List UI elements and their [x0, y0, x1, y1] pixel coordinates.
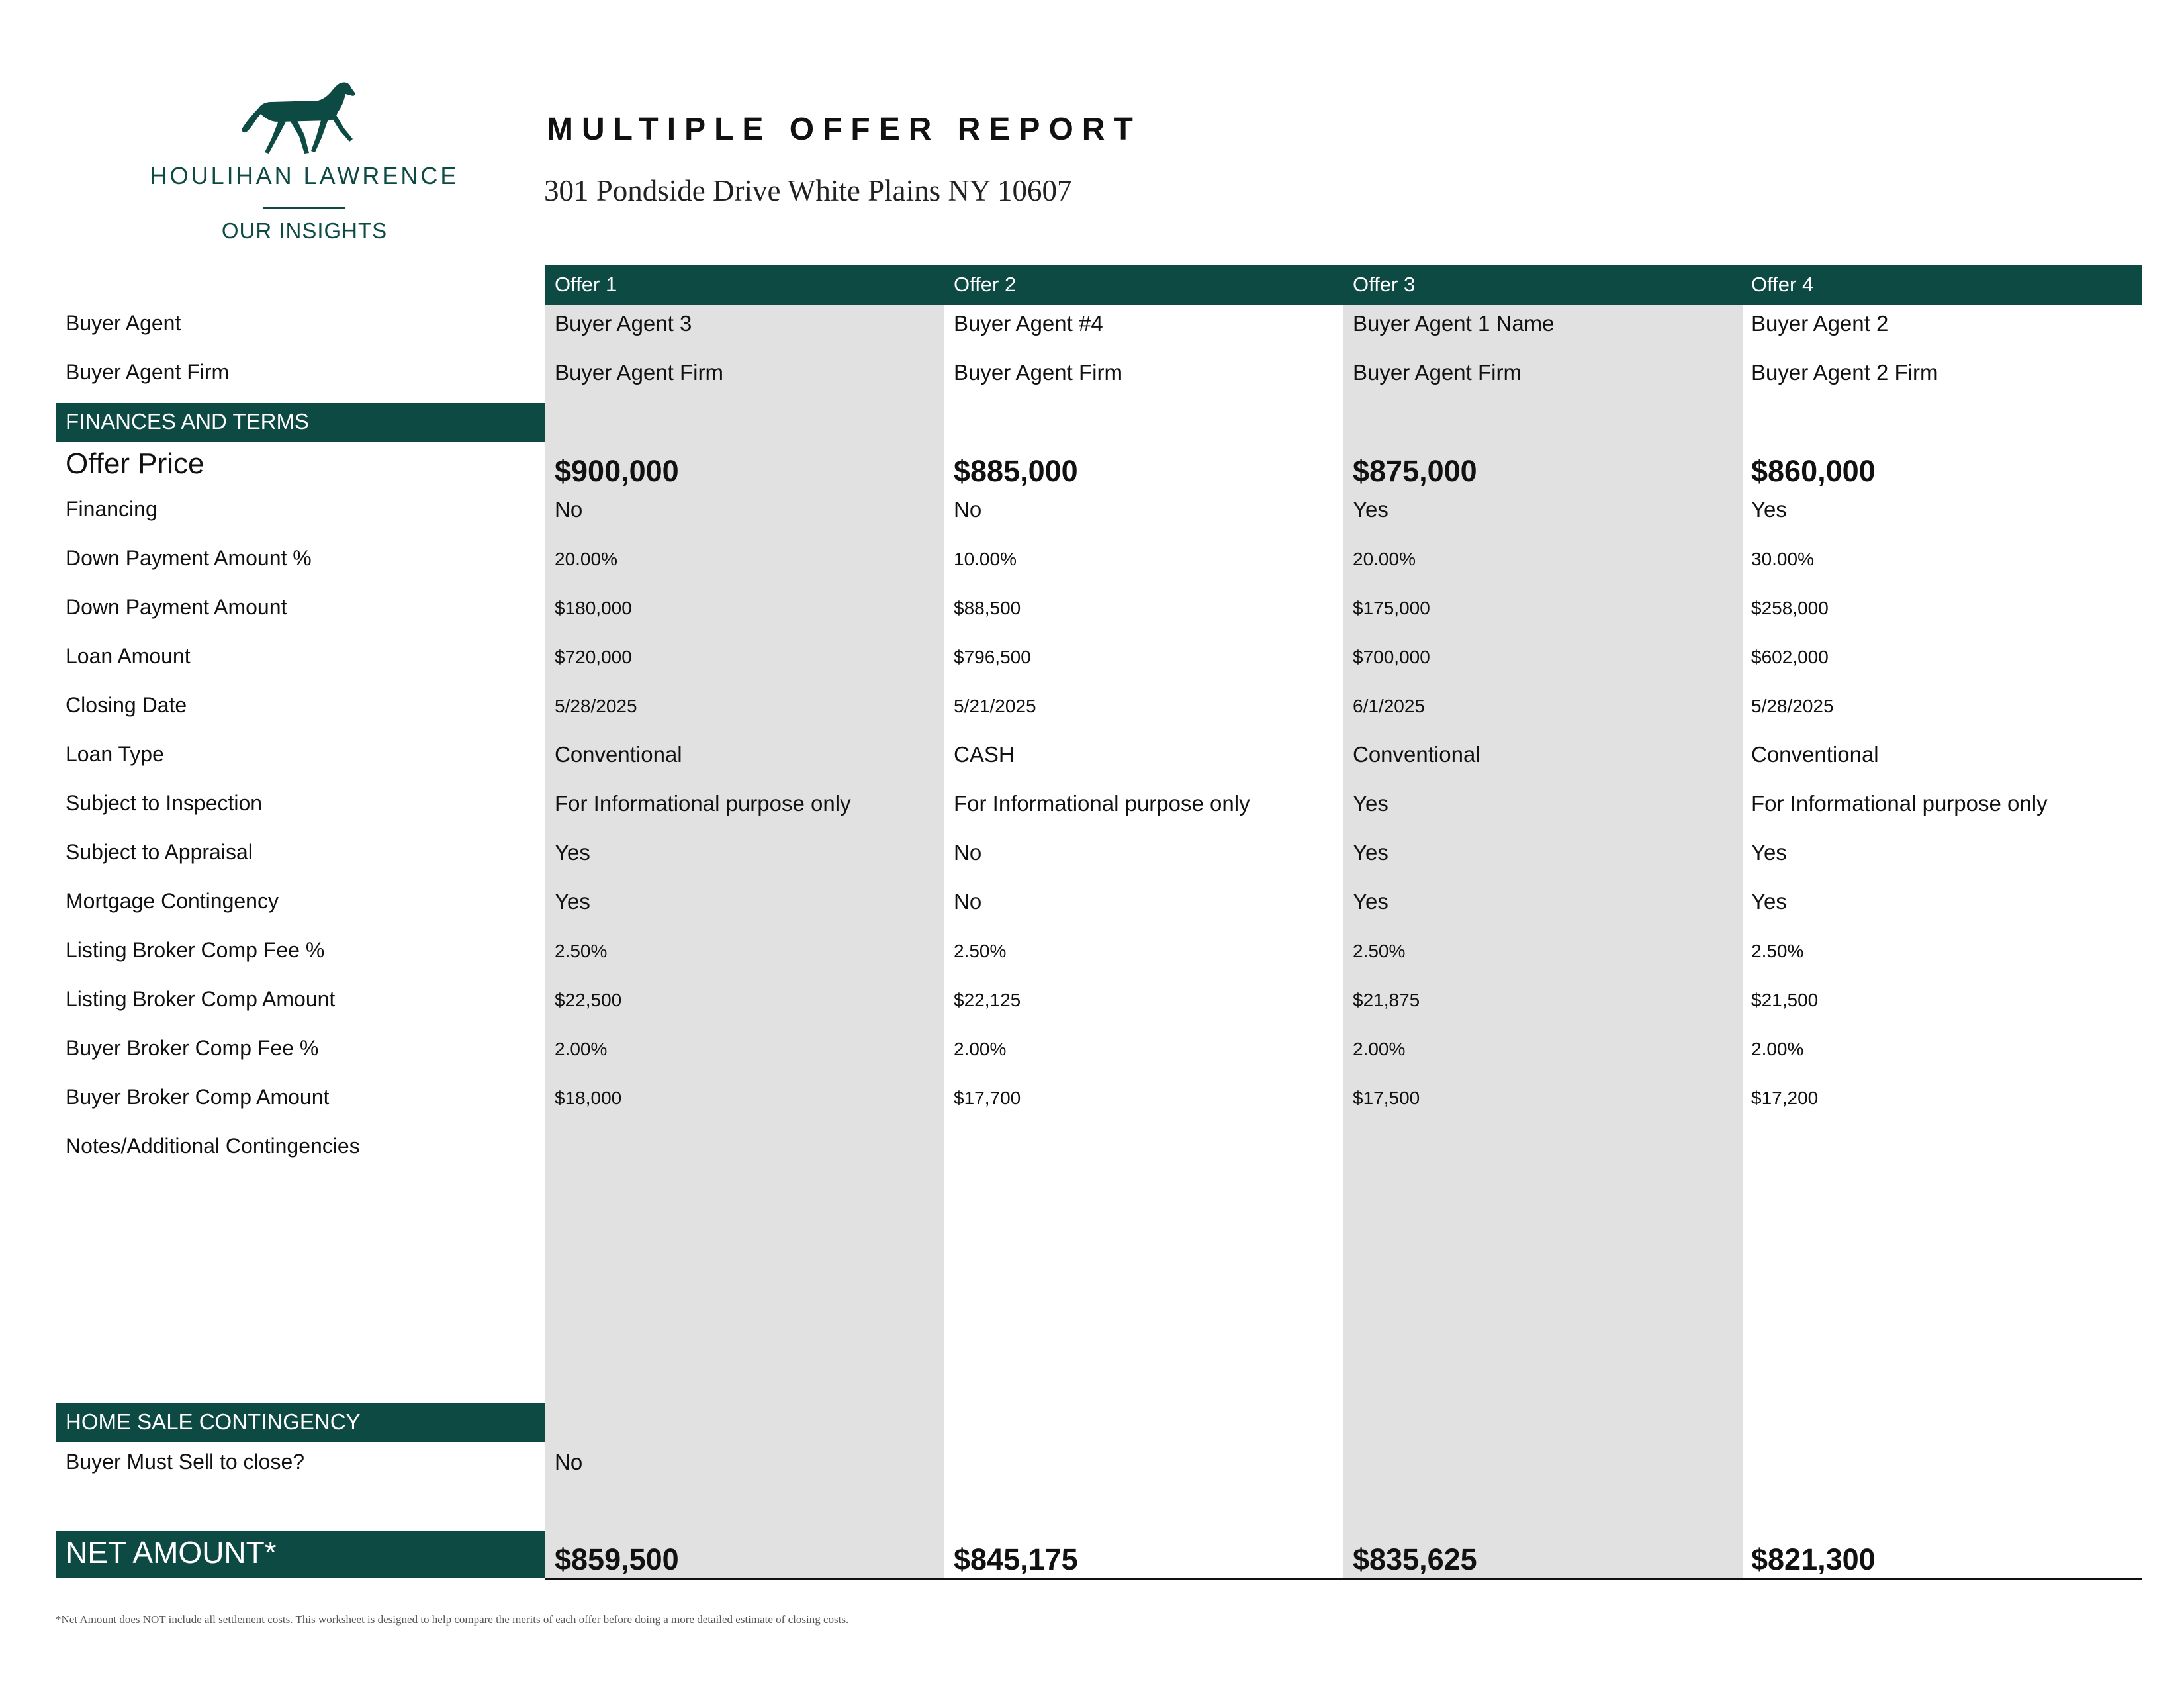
page-title: MULTIPLE OFFER REPORT — [547, 112, 1142, 147]
bottom-rule — [545, 1578, 2142, 1580]
label-subject-to-inspection: Subject to Inspection — [66, 791, 263, 815]
offer3-down-pct: 20.00% — [1353, 549, 1416, 569]
label-offer-price: Offer Price — [66, 447, 205, 480]
offer3-lb-fee: 2.50% — [1353, 941, 1406, 961]
label-buyer-broker-fee: Buyer Broker Comp Fee % — [66, 1036, 319, 1060]
offer2-bb-amt: $17,700 — [954, 1088, 1021, 1108]
offer3-firm: Buyer Agent Firm — [1353, 360, 1522, 385]
offer2-net: $845,175 — [954, 1542, 1078, 1576]
offer4-net: $821,300 — [1751, 1542, 1876, 1576]
offer1-net: $859,500 — [555, 1542, 679, 1576]
label-buyer-must-sell: Buyer Must Sell to close? — [66, 1450, 305, 1474]
offer1-closing: 5/28/2025 — [555, 696, 637, 716]
offer4-bb-amt: $17,200 — [1751, 1088, 1819, 1108]
offer1-bb-fee: 2.00% — [555, 1039, 608, 1059]
offer1-price: $900,000 — [555, 454, 679, 488]
offer2-loan-type: CASH — [954, 742, 1015, 767]
offer1-mortgage: Yes — [555, 889, 590, 914]
offer1-header: Offer 1 — [555, 273, 617, 296]
offer1-agent: Buyer Agent 3 — [555, 311, 692, 336]
offer1-must-sell: No — [555, 1450, 583, 1474]
logo — [146, 73, 463, 252]
offer4-lb-fee: 2.50% — [1751, 941, 1804, 961]
offer2-appraisal: No — [954, 840, 982, 865]
offer3-mortgage: Yes — [1353, 889, 1388, 914]
offer2-price: $885,000 — [954, 454, 1078, 488]
label-subject-to-appraisal: Subject to Appraisal — [66, 840, 253, 864]
property-address: 301 Pondside Drive White Plains NY 10607 — [544, 174, 1072, 207]
offer3-loan-type: Conventional — [1353, 742, 1480, 767]
offer3-net: $835,625 — [1353, 1542, 1477, 1576]
offer1-firm: Buyer Agent Firm — [555, 360, 723, 385]
label-buyer-broker-amount: Buyer Broker Comp Amount — [66, 1085, 330, 1109]
offer3-agent: Buyer Agent 1 Name — [1353, 311, 1555, 336]
offer1-down-pct: 20.00% — [555, 549, 617, 569]
offer1-appraisal: Yes — [555, 840, 590, 865]
offer2-lb-amt: $22,125 — [954, 990, 1021, 1010]
offer-header-bar — [545, 265, 2142, 305]
label-notes: Notes/Additional Contingencies — [66, 1134, 360, 1158]
horse-icon — [238, 78, 364, 161]
offer4-agent: Buyer Agent 2 — [1751, 311, 1889, 336]
label-listing-broker-amount: Listing Broker Comp Amount — [66, 987, 336, 1011]
offer1-lb-fee: 2.50% — [555, 941, 608, 961]
offer4-financing: Yes — [1751, 497, 1787, 522]
offer4-price: $860,000 — [1751, 454, 1876, 488]
offer3-price: $875,000 — [1353, 454, 1477, 488]
offer2-bb-fee: 2.00% — [954, 1039, 1007, 1059]
offer2-inspection: For Informational purpose only — [954, 791, 1250, 816]
offer3-bb-amt: $17,500 — [1353, 1088, 1420, 1108]
offer1-bb-amt: $18,000 — [555, 1088, 622, 1108]
offer2-loan-amt: $796,500 — [954, 647, 1031, 667]
finances-section-title: FINANCES AND TERMS — [66, 409, 309, 434]
footnote: *Net Amount does NOT include all settlement costs. This worksheet is designed to help compare the merits of each offer before doing a more detailed estimate of closing costs. — [56, 1613, 849, 1626]
offer2-agent: Buyer Agent #4 — [954, 311, 1103, 336]
offer2-down-amt: $88,500 — [954, 598, 1021, 618]
label-buyer-agent: Buyer Agent — [66, 311, 181, 335]
offer4-closing: 5/28/2025 — [1751, 696, 1834, 716]
offer4-firm: Buyer Agent 2 Firm — [1751, 360, 1938, 385]
offer3-lb-amt: $21,875 — [1353, 990, 1420, 1010]
label-loan-type: Loan Type — [66, 742, 164, 766]
offer4-loan-amt: $602,000 — [1751, 647, 1829, 667]
offer2-lb-fee: 2.50% — [954, 941, 1007, 961]
brand-name: HOULIHAN LAWRENCE — [150, 162, 459, 189]
label-down-payment-amount: Down Payment Amount — [66, 595, 287, 619]
label-financing: Financing — [66, 497, 158, 521]
offer2-header: Offer 2 — [954, 273, 1017, 296]
offer3-header: Offer 3 — [1353, 273, 1416, 296]
offer4-mortgage: Yes — [1751, 889, 1787, 914]
offer1-inspection: For Informational purpose only — [555, 791, 851, 816]
offer1-down-amt: $180,000 — [555, 598, 632, 618]
offer4-down-amt: $258,000 — [1751, 598, 1829, 618]
logo-divider — [263, 207, 345, 209]
offer1-loan-amt: $720,000 — [555, 647, 632, 667]
offer1-loan-type: Conventional — [555, 742, 682, 767]
offer3-inspection: Yes — [1353, 791, 1388, 816]
offer3-bb-fee: 2.00% — [1353, 1039, 1406, 1059]
offer4-inspection: For Informational purpose only — [1751, 791, 2048, 816]
label-down-payment-pct: Down Payment Amount % — [66, 546, 312, 570]
home-sale-section-title: HOME SALE CONTINGENCY — [66, 1409, 361, 1434]
label-buyer-agent-firm: Buyer Agent Firm — [66, 360, 230, 384]
offer3-down-amt: $175,000 — [1353, 598, 1430, 618]
offer4-header: Offer 4 — [1751, 273, 1814, 296]
offer3-financing: Yes — [1353, 497, 1388, 522]
offer2-closing: 5/21/2025 — [954, 696, 1036, 716]
offer2-firm: Buyer Agent Firm — [954, 360, 1122, 385]
offer4-loan-type: Conventional — [1751, 742, 1879, 767]
offer4-lb-amt: $21,500 — [1751, 990, 1819, 1010]
offer2-down-pct: 10.00% — [954, 549, 1017, 569]
offer3-loan-amt: $700,000 — [1353, 647, 1430, 667]
net-amount-label: NET AMOUNT* — [66, 1535, 277, 1570]
label-listing-broker-fee: Listing Broker Comp Fee % — [66, 938, 325, 962]
offer1-lb-amt: $22,500 — [555, 990, 622, 1010]
offer2-mortgage: No — [954, 889, 982, 914]
offer4-down-pct: 30.00% — [1751, 549, 1814, 569]
offer3-appraisal: Yes — [1353, 840, 1388, 865]
offer4-bb-fee: 2.00% — [1751, 1039, 1804, 1059]
offer3-closing: 6/1/2025 — [1353, 696, 1425, 716]
offer1-financing: No — [555, 497, 583, 522]
offer4-appraisal: Yes — [1751, 840, 1787, 865]
brand-tagline: OUR INSIGHTS — [221, 218, 388, 243]
offer2-financing: No — [954, 497, 982, 522]
label-closing-date: Closing Date — [66, 693, 187, 717]
label-mortgage-contingency: Mortgage Contingency — [66, 889, 279, 913]
label-loan-amount: Loan Amount — [66, 644, 191, 668]
